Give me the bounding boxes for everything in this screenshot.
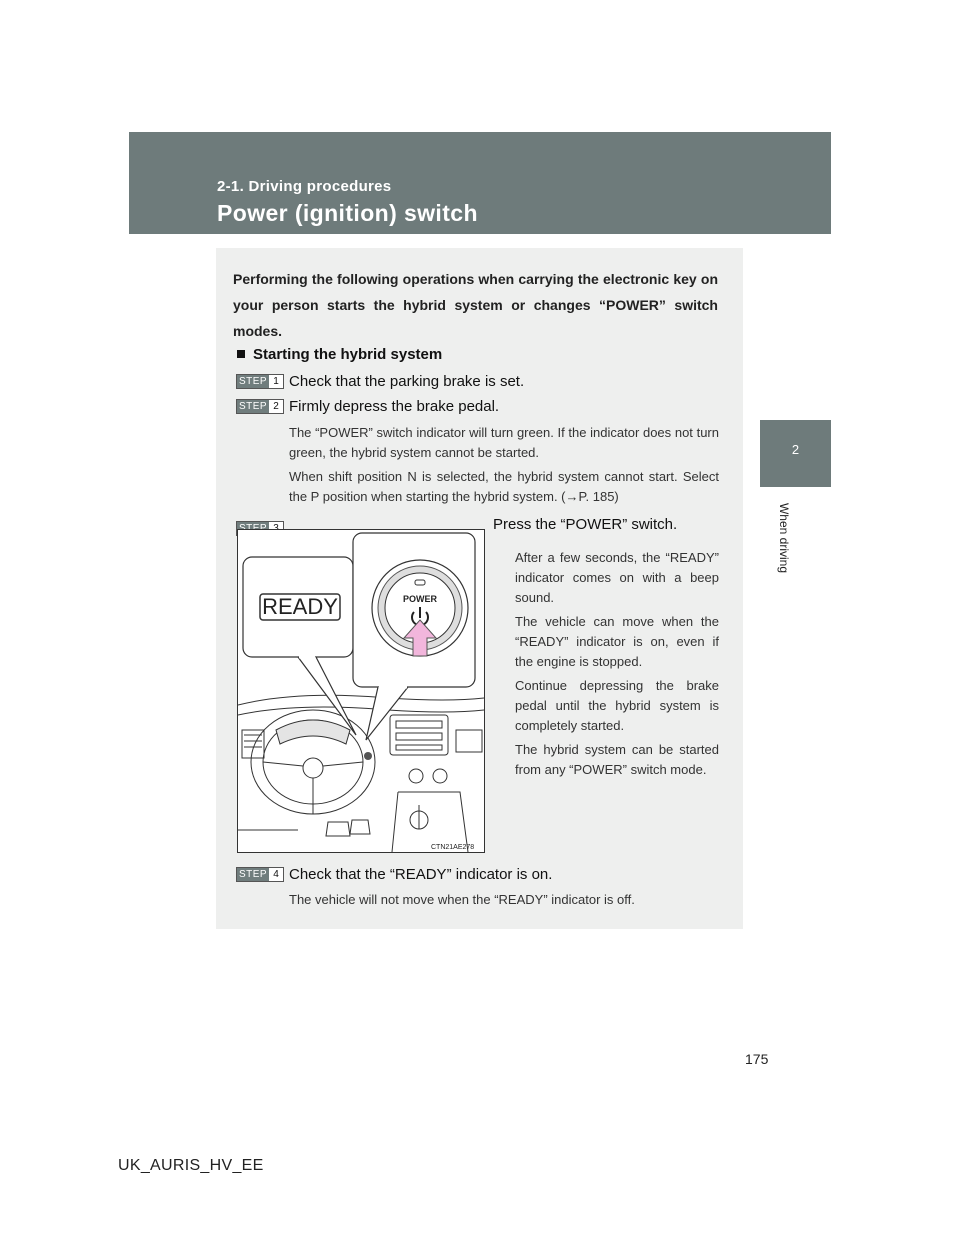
step-4-note-1: The vehicle will not move when the “READY” indicator is off. xyxy=(289,892,635,907)
step-2-note-1: The “POWER” switch indicator will turn green. If the indicator does not turn green, the hybrid system cannot be started. xyxy=(289,425,719,460)
dashboard-svg xyxy=(238,530,484,852)
step-badge-word: STEP xyxy=(238,401,268,412)
step-3-note-3: Continue depressing the brake pedal until the hybrid system is completely started. xyxy=(515,678,719,733)
step-2-note-2: When shift position N is selected, the hybrid system cannot start. Select the P position when starting the hybrid system. (→P. 185) xyxy=(289,469,719,504)
chapter-tab[interactable] xyxy=(760,420,831,487)
step-2-text: Firmly depress the brake pedal. xyxy=(289,398,500,415)
document-code: UK_AURIS_HV_EE xyxy=(118,1157,264,1174)
dashboard-illustration xyxy=(237,529,485,853)
chapter-tab-label xyxy=(772,494,796,582)
step-badge-2 xyxy=(236,399,284,414)
step-4-text: Check that the “READY” indicator is on. xyxy=(289,866,553,883)
step-badge-number: 4 xyxy=(273,869,279,880)
ready-indicator-text: READY xyxy=(262,594,338,619)
chapter-header xyxy=(129,132,831,234)
page-title: Power (ignition) switch xyxy=(217,200,478,226)
section-label: 2-1. Driving procedures xyxy=(217,178,392,195)
figure-code: CTN21AE278 xyxy=(431,844,475,851)
square-bullet-icon xyxy=(237,350,245,358)
step-3-note-4: The hybrid system can be started from any “POWER” switch mode. xyxy=(515,742,719,777)
step-badge-number: 2 xyxy=(273,401,279,412)
step-badge-1 xyxy=(236,374,284,389)
power-button-text: POWER xyxy=(402,594,438,604)
step-3-text: Press the “POWER” switch. xyxy=(493,516,678,533)
step-badge-word: STEP xyxy=(238,869,268,880)
step-3-note-1: After a few seconds, the “READY” indicator comes on with a beep sound. xyxy=(515,550,719,605)
step-badge-number: 1 xyxy=(273,376,279,387)
chapter-tab-number: 2 xyxy=(791,442,800,457)
step-badge-4 xyxy=(236,867,284,882)
chapter-tab-label-text: When driving xyxy=(777,502,791,574)
intro-paragraph: Performing the following operations when carrying the electronic key on your person starts the hybrid system or changes “POWER” switch modes. xyxy=(233,271,718,339)
power-switch-dot xyxy=(364,752,372,760)
subheading-text: Starting the hybrid system xyxy=(253,346,443,363)
step-3-note-2: The vehicle can move when the “READY” indicator is on, even if the engine is stopped. xyxy=(515,614,719,669)
page-number: 175 xyxy=(745,1051,769,1067)
step-badge-word: STEP xyxy=(238,376,268,387)
subheading xyxy=(237,346,442,363)
step-1-text: Check that the parking brake is set. xyxy=(289,373,525,390)
